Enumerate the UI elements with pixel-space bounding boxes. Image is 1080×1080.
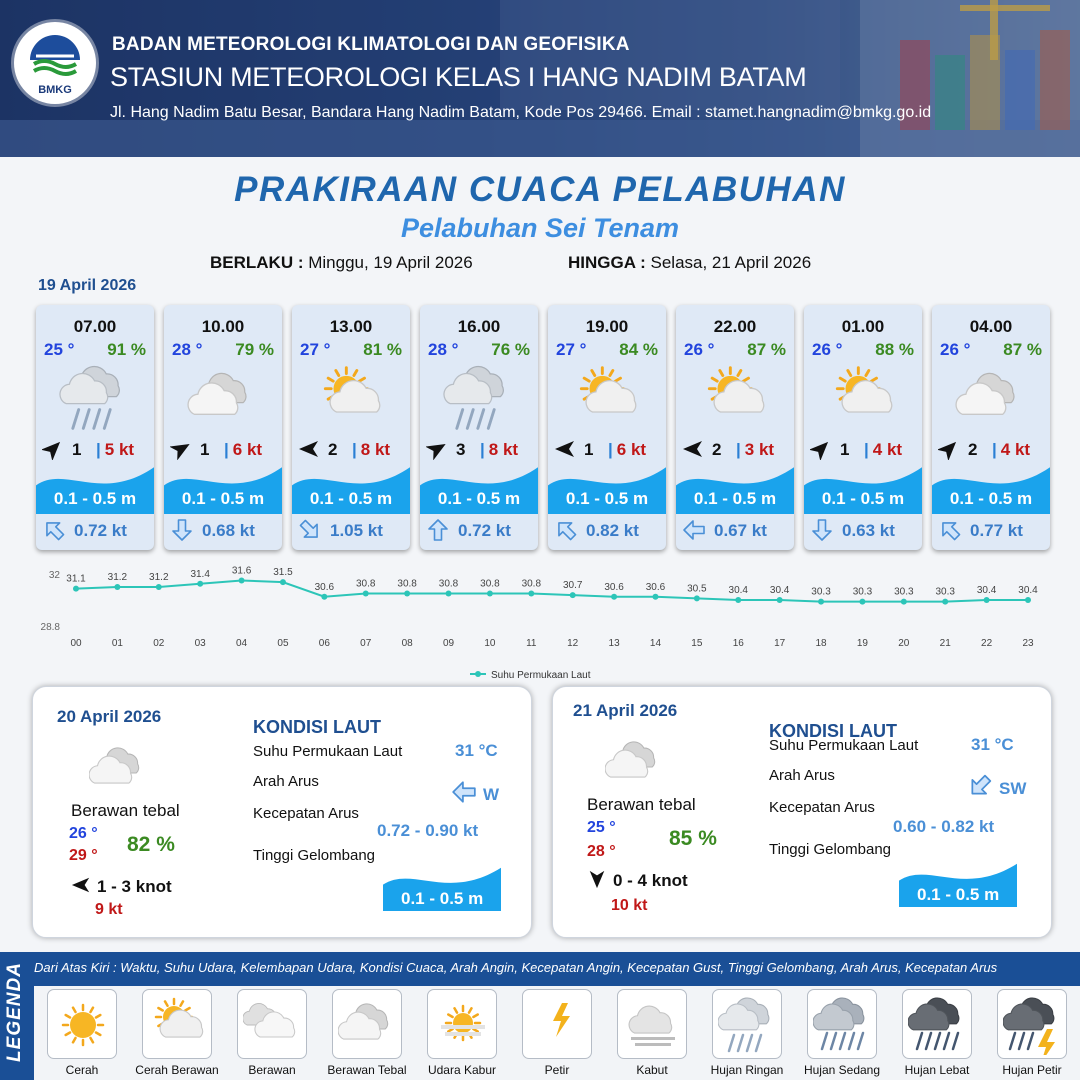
sst-data-point [984,597,990,603]
arrow-ne-icon [426,438,448,460]
arrow-s-icon [587,869,607,889]
min-temperature: 26 ° [69,825,98,842]
current-speed: 0.82 kt [586,521,639,540]
legend-icon-box [522,989,592,1059]
wind-speed: 2 [968,440,978,459]
current-speed: 0.63 kt [842,521,895,540]
x-tick-label: 01 [111,638,123,649]
current-w-icon [451,779,477,810]
sst-data-label: 30.3 [852,586,873,598]
legend-item-hujan-petir [986,989,1078,1077]
forecast-card-1900 [548,305,666,550]
legend-items [34,986,1080,1080]
x-tick-label: 17 [774,638,786,649]
arrow-ne-icon [938,438,960,460]
sst-data-label: 30.6 [314,581,335,593]
current-speed: 0.68 kt [202,521,255,540]
humidity: 88 % [875,340,914,359]
berawan-tebal-icon [183,363,263,433]
legend-item-cerah-berawan [131,989,223,1077]
arrow-ne-icon [810,438,832,460]
legend-icon-box [47,989,117,1059]
legend-item-label: Berawan [248,1063,296,1077]
valid-from [210,253,473,273]
forecast-time: 10.00 [201,317,245,336]
air-temperature: 26 ° [940,340,971,359]
x-tick-label: 23 [1022,638,1034,649]
wind-speed: 1 [840,440,850,459]
air-temperature: 27 ° [556,340,587,359]
current-nw-icon [42,518,66,542]
current-direction-label: Arah Arus [769,767,835,784]
sst-value: 31 °C [971,735,1014,754]
legend-item-label: Hujan Petir [1002,1063,1062,1077]
wave-height: 0.1 - 0.5 m [53,489,137,508]
forecast-time: 01.00 [841,317,885,336]
sst-data-label: 31.2 [149,572,169,583]
sst-data-label: 30.3 [935,586,955,598]
legend-item-label: Hujan Lebat [904,1063,970,1077]
legend-description: Dari Atas Kiri : Waktu, Suhu Udara, Kelembapan Udara, Kondisi Cuaca, Arah Angin, Kecepatan Angin, Kecepatan Gust, Tinggi Gelombang, Arah Arus, Kecepatan Arus [34,960,998,975]
hujan-ringan-icon [439,363,519,433]
gust-speed: | 3 kt [736,440,775,459]
forecast-card-0700 [36,305,154,550]
air-temperature: 28 ° [172,340,203,359]
legend-item-cerah [36,989,128,1077]
berawan-tebal-icon [89,739,149,799]
valid-to-value: Selasa, 21 April 2026 [650,253,812,272]
wind-speed: 1 [584,440,594,459]
sst-data-label: 30.5 [687,583,707,595]
current-direction-label: Arah Arus [253,773,319,790]
sst-data-label: 30.4 [728,585,748,596]
sst-data-point [487,591,493,597]
current-speed-range: 0.60 - 0.82 kt [893,817,995,836]
wave-height: 0.1 - 0.5 m [309,489,393,508]
legend-item-label: Kabut [636,1063,668,1077]
gust-speed: | 6 kt [224,440,263,459]
x-tick-label: 07 [360,638,372,649]
panel-date: 21 April 2026 [573,701,678,720]
sst-data-point [818,599,824,605]
cerah-berawan-icon [567,363,647,433]
legend-item-petir [511,989,603,1077]
arrow-w-icon [298,438,320,460]
humidity: 87 % [747,340,786,359]
valid-from-value: Minggu, 19 April 2026 [308,253,473,272]
current-speed-label: Kecepatan Arus [769,799,875,816]
air-temperature: 28 ° [428,340,459,359]
sst-data-point [114,584,120,590]
sst-data-label: 30.8 [480,578,500,590]
sst-series-line [76,578,1028,602]
hujan-ringan-icon [55,363,135,433]
legend-item-label: Udara Kabur [427,1063,497,1077]
y-tick-label: 28.8 [40,622,60,633]
petir-icon [528,995,588,1055]
valid-from-label: BERLAKU : [210,253,304,272]
y-tick-label: 32 [48,570,60,581]
sst-data-point [611,594,617,600]
max-temperature: 28 ° [587,843,616,860]
sst-data-point [280,579,286,585]
current-speed-range: 0.72 - 0.90 kt [377,821,479,840]
legend-icon-box [902,989,972,1059]
wave-height: 0.1 - 0.5 m [693,489,777,508]
arrow-ne-icon [42,438,64,460]
forecast-card-0100 [804,305,922,550]
current-s-icon [170,518,194,542]
sst-data-label: 30.7 [562,580,583,592]
legend-item-hujan-ringan [701,989,793,1077]
max-temperature: 29 ° [69,847,98,864]
legend-item-label: Petir [544,1063,570,1077]
cerah-icon [53,995,113,1055]
page-title: PRAKIRAAN CUACA PELABUHAN [234,170,846,209]
humidity: 85 % [669,827,717,850]
x-tick-label: 18 [815,638,827,649]
sst-data-label: 30.3 [894,586,914,598]
sst-data-point [942,599,948,605]
current-speed: 0.72 kt [458,521,511,540]
sst-data-point [528,591,534,597]
legend-item-hujan-sedang [796,989,888,1077]
sst-data-label: 31.1 [66,573,86,585]
wave-height: 0.1 - 0.5 m [565,489,649,508]
sst-data-label: 30.6 [645,581,666,593]
x-tick-label: 14 [649,638,662,649]
current-speed: 0.67 kt [714,521,767,540]
cerah-berawan-icon [823,363,903,433]
forecast-time: 13.00 [329,317,373,336]
station-name: STASIUN METEOROLOGI KELAS I HANG NADIM BATAM [110,62,807,92]
current-nw-icon [554,518,578,542]
forecast-card-0400 [932,305,1050,550]
sst-data-label: 30.3 [811,586,831,598]
x-tick-label: 06 [318,638,330,649]
agency-name: BADAN METEOROLOGI KLIMATOLOGI DAN GEOFISIKA [112,34,630,55]
bmkg-emblem-icon [14,26,96,86]
gust-speed: 10 kt [611,897,648,914]
cerah-berawan-icon [311,363,391,433]
current-speed: 0.72 kt [74,521,127,540]
x-tick-label: 12 [567,638,579,649]
current-n-icon [426,518,450,542]
x-tick-label: 11 [526,638,537,649]
sst-data-point [570,592,576,598]
forecast-time: 22.00 [713,317,757,336]
sst-data-point [901,599,907,605]
sst-data-point [446,591,452,597]
legend-label: Suhu Permukaan Laut [491,670,591,681]
kabut-icon [623,995,683,1055]
x-tick-label: 08 [401,638,413,649]
legend-item-udara-kabur [416,989,508,1077]
x-tick-label: 21 [939,638,951,649]
current-w-icon [682,518,706,542]
x-tick-label: 10 [484,638,496,649]
gust-speed: | 8 kt [480,440,519,459]
legend-icon-box [237,989,307,1059]
sst-data-point [321,594,327,600]
sst-data-point [652,594,658,600]
gust-speed: | 8 kt [352,440,391,459]
sea-condition-heading: KONDISI LAUT [253,717,381,737]
sst-data-point [363,591,369,597]
legend [0,952,1080,1080]
sst-data-label: 30.4 [769,585,790,596]
sea-condition-heading: KONDISI LAUT [769,721,897,741]
cerah-berawan-icon [695,363,775,433]
sst-data-label: 30.4 [1018,585,1038,596]
sst-data-point [73,586,79,592]
arrow-w-icon [71,875,91,895]
legend-icon-box [332,989,402,1059]
min-temperature: 25 ° [587,819,616,836]
forecast-card-2200 [676,305,794,550]
humidity: 91 % [107,340,146,359]
sst-label: Suhu Permukaan Laut [253,743,403,760]
sst-data-point [735,597,741,603]
forecast-card-1300 [292,305,410,550]
x-tick-label: 09 [442,638,455,649]
x-tick-label: 19 [856,638,868,649]
wind-speed: 2 [712,440,722,459]
gust-speed: | 4 kt [864,440,903,459]
current-speed-label: Kecepatan Arus [253,805,359,822]
legend-icon-box [712,989,782,1059]
wave-height-label: Tinggi Gelombang [253,847,376,864]
sst-data-point [694,595,700,601]
weather-condition: Berawan tebal [587,795,696,814]
wind-speed: 3 [456,440,466,459]
sst-data-label: 30.4 [976,585,997,596]
x-tick-label: 00 [70,638,82,649]
wave-height-label: Tinggi Gelombang [769,841,892,858]
weather-condition: Berawan tebal [71,801,180,820]
air-temperature: 25 ° [44,340,75,359]
wind-speed: 2 [328,440,338,459]
wind-range: 1 - 3 knot [71,875,172,897]
x-tick-label: 13 [608,638,620,649]
gust-speed: 9 kt [95,901,123,918]
arrow-ne-icon [170,438,192,460]
air-temperature: 26 ° [812,340,843,359]
sst-data-label: 30.6 [604,581,624,593]
sst-data-point [197,581,203,587]
sst-data-label: 30.8 [397,578,417,590]
forecast-time: 07.00 [73,317,117,336]
logo-text: BMKG [38,84,72,96]
humidity: 82 % [127,833,175,856]
wave-height: 0.1 - 0.5 m [949,489,1033,508]
x-tick-label: 04 [236,638,248,649]
sst-data-point [239,578,245,584]
hujan-petir-icon [1003,995,1063,1055]
sst-data-label: 31.4 [190,568,210,580]
legend-item-berawan-tebal [321,989,413,1077]
air-temperature: 26 ° [684,340,715,359]
berawan-tebal-icon [951,363,1031,433]
current-speed: 1.05 kt [330,521,383,540]
sst-data-label: 31.5 [273,567,293,579]
valid-to-label: HINGGA : [568,253,646,272]
sst-data-label: 30.8 [356,578,376,590]
humidity: 87 % [1003,340,1042,359]
x-tick-label: 02 [153,638,165,649]
sst-value: 31 °C [455,741,498,760]
legend-item-label: Hujan Ringan [710,1063,784,1077]
legend-icon-box [427,989,497,1059]
sst-data-label: 31.2 [107,572,128,583]
wave-height: 0.1 - 0.5 m [181,489,265,508]
current-sw-icon [967,773,993,804]
hujan-ringan-icon [718,995,778,1055]
berawan-tebal-icon [338,995,398,1055]
legend-item-label: Cerah [65,1063,99,1077]
gust-speed: | 4 kt [992,440,1031,459]
legend-item-label: Berawan Tebal [327,1063,407,1077]
x-tick-label: 05 [277,638,289,649]
legend-item-label: Hujan Sedang [803,1063,881,1077]
current-direction: SW [967,773,1026,804]
gust-speed: | 5 kt [96,440,135,459]
legend-swatch-dot [475,671,481,677]
sst-data-point [156,584,162,590]
current-s-icon [810,518,834,542]
wind-speed: 1 [72,440,82,459]
humidity: 79 % [235,340,274,359]
forecast-time: 16.00 [457,317,501,336]
sst-line-chart [30,560,1060,685]
legend-icon-box [142,989,212,1059]
panel-date: 20 April 2026 [57,707,162,726]
station-address: Jl. Hang Nadim Batu Besar, Bandara Hang Nadim Batam, Kode Pos 29466. Email : stamet.hangnadim@bmkg.go.id [110,104,932,121]
x-tick-label: 15 [691,638,703,649]
forecast-time: 04.00 [969,317,1013,336]
humidity: 84 % [619,340,658,359]
legend-item-label: Cerah Berawan [135,1063,219,1077]
x-tick-label: 03 [194,638,206,649]
legend-title: LEGENDA [4,962,25,1062]
berawan-tebal-icon [605,733,665,793]
air-temperature: 27 ° [300,340,331,359]
x-tick-label: 20 [898,638,910,649]
humidity: 76 % [491,340,530,359]
current-se-icon [298,518,322,542]
sst-data-label: 31.6 [231,565,252,577]
day1-date: 19 April 2026 [38,277,137,294]
x-tick-label: 16 [732,638,744,649]
day-panel-1 [32,686,532,938]
day-panel-2 [552,686,1052,938]
sst-data-label: 30.8 [521,578,542,590]
bmkg-logo [14,22,96,104]
wave-height: 0.1 - 0.5 m [917,885,1000,904]
current-direction: W [451,779,499,810]
cerah-berawan-icon [148,995,208,1055]
sst-data-point [777,597,783,603]
wind-speed: 1 [200,440,210,459]
forecast-card-1000 [164,305,282,550]
sst-data-point [404,591,410,597]
forecast-time: 19.00 [585,317,629,336]
current-speed: 0.77 kt [970,521,1023,540]
forecast-card-1600 [420,305,538,550]
sst-data-point [859,599,865,605]
legend-icon-box [807,989,877,1059]
sst-data-label: 30.8 [438,578,459,590]
wave-height: 0.1 - 0.5 m [821,489,905,508]
legend-item-hujan-lebat [891,989,983,1077]
wave-height: 0.1 - 0.5 m [437,489,521,508]
wave-height: 0.1 - 0.5 m [401,889,484,908]
arrow-w-icon [682,438,704,460]
udara-kabur-icon [433,995,493,1055]
legend-icon-box [997,989,1067,1059]
sst-data-point [1025,597,1031,603]
legend-item-kabut [606,989,698,1077]
arrow-w-icon [554,438,576,460]
hujan-sedang-icon [813,995,873,1055]
humidity: 81 % [363,340,402,359]
legend-item-berawan [226,989,318,1077]
port-name: Pelabuhan Sei Tenam [400,213,680,243]
legend-icon-box [617,989,687,1059]
current-nw-icon [938,518,962,542]
x-tick-label: 22 [981,638,993,649]
gust-speed: | 6 kt [608,440,647,459]
header-banner [0,0,1080,157]
valid-to [568,253,811,273]
sst-label: Suhu Permukaan Laut [769,737,919,754]
hujan-lebat-icon [908,995,968,1055]
berawan-icon [243,995,303,1055]
wind-range: 0 - 4 knot [587,869,688,891]
